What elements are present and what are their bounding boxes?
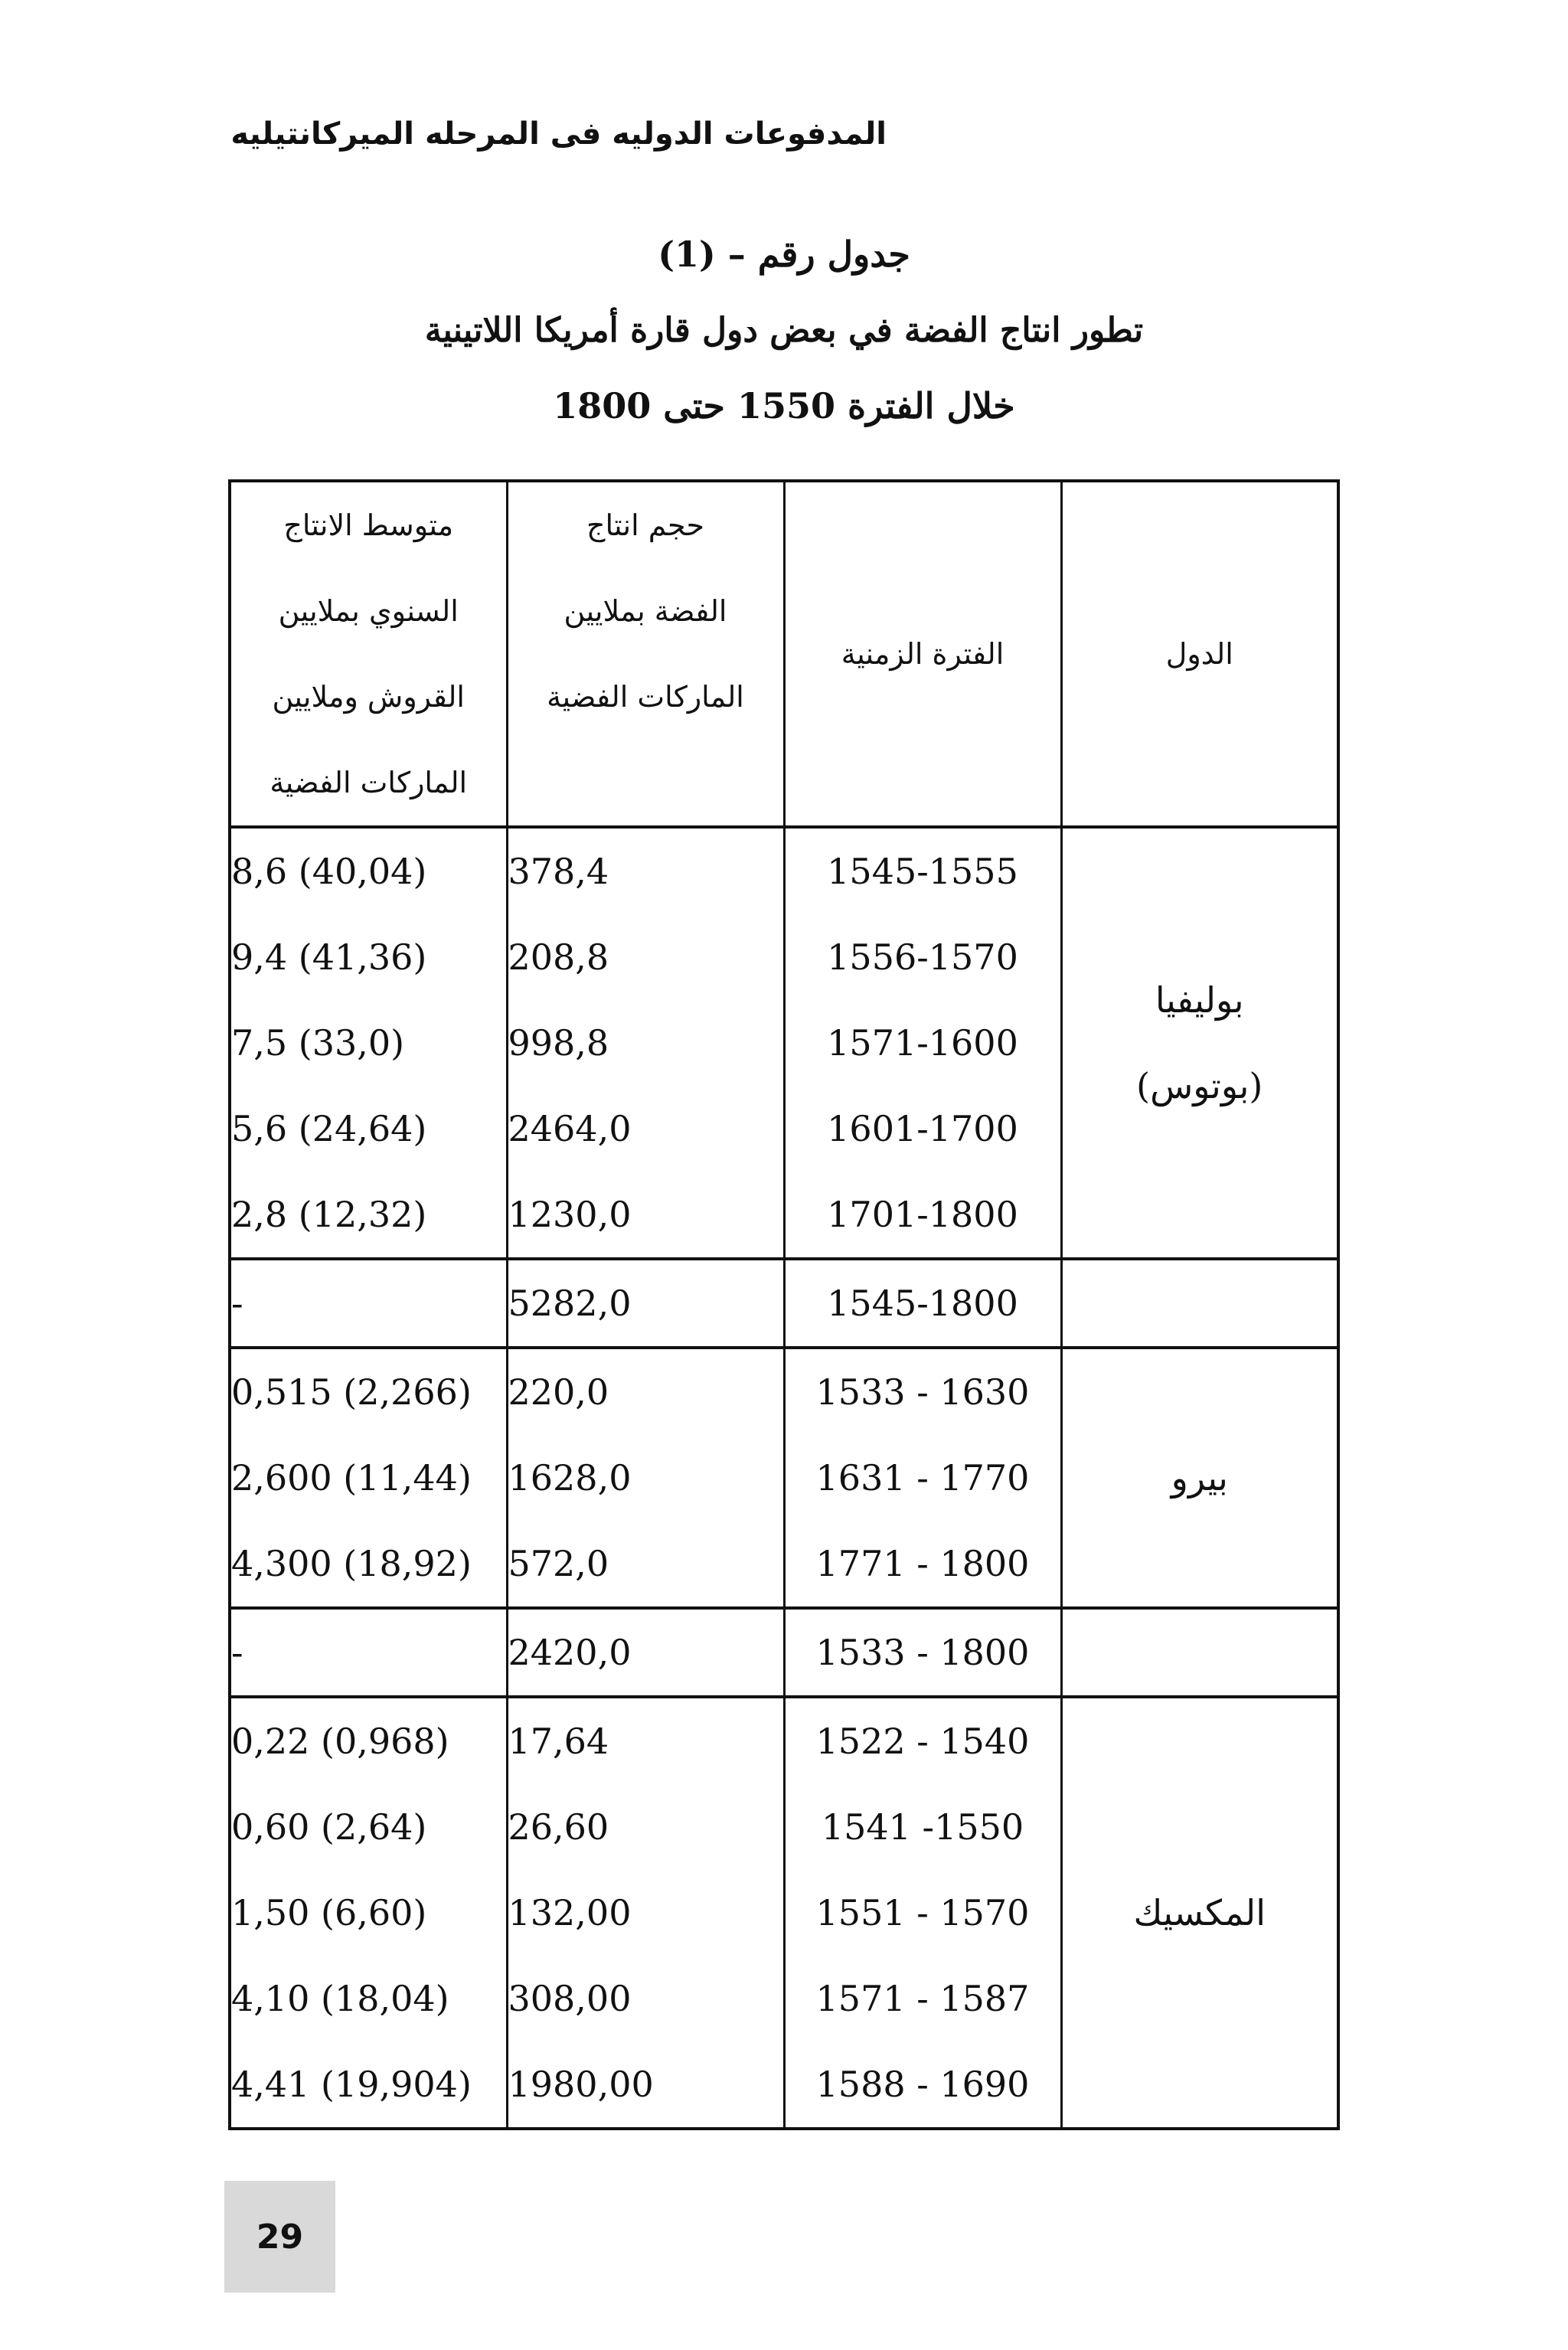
country-cell-mexico: المكسيك — [1061, 1697, 1338, 2129]
volume-cell: 132,00 — [507, 1870, 784, 1956]
average-cell: 2,8 (12,32) — [230, 1172, 507, 1259]
header-average: متوسط الانتاج السنوي بملايين القروش وملايين الماركات الفضية — [230, 481, 507, 827]
period-cell: 1551 - 1570 — [784, 1870, 1061, 1956]
header-country: الدول — [1061, 481, 1338, 827]
average-cell: 4,10 (18,04) — [230, 1956, 507, 2041]
average-cell: 0,515 (2,266) — [230, 1348, 507, 1435]
period-cell: 1601-1700 — [784, 1086, 1061, 1172]
table-row — [230, 827, 1338, 914]
volume-cell: 1980,00 — [507, 2041, 784, 2129]
period-cell: 1771 - 1800 — [784, 1521, 1061, 1608]
table-caption-number: جدول رقم – (1) — [658, 234, 910, 275]
table-caption-period: خلال الفترة 1550 حتى 1800 — [553, 385, 1015, 427]
table-header-row — [230, 481, 1338, 827]
average-cell: 4,41 (19,904) — [230, 2041, 507, 2129]
volume-cell: 1230,0 — [507, 1172, 784, 1259]
period-cell: 1631 - 1770 — [784, 1435, 1061, 1521]
period-cell: 1545-1555 — [784, 827, 1061, 914]
period-cell: 1541 -1550 — [784, 1784, 1061, 1870]
period-cell: 1556-1570 — [784, 914, 1061, 1000]
volume-cell: 308,00 — [507, 1956, 784, 2041]
period-cell: 1533 - 1800 — [784, 1608, 1061, 1697]
volume-cell: 220,0 — [507, 1348, 784, 1435]
running-header: المدفوعات الدوليه فى المرحله الميركانتيليه — [230, 116, 887, 152]
page-number: 29 — [256, 2217, 304, 2257]
period-cell: 1522 - 1540 — [784, 1697, 1061, 1784]
volume-cell: 17,64 — [507, 1697, 784, 1784]
average-cell: - — [230, 1608, 507, 1697]
table-row — [230, 1348, 1338, 1435]
average-cell: 2,600 (11,44) — [230, 1435, 507, 1521]
period-cell: 1701-1800 — [784, 1172, 1061, 1259]
average-cell: 9,4 (41,36) — [230, 914, 507, 1000]
average-cell: 5,6 (24,64) — [230, 1086, 507, 1172]
volume-cell: 2420,0 — [507, 1608, 784, 1697]
country-cell-empty — [1061, 1259, 1338, 1348]
volume-cell: 1628,0 — [507, 1435, 784, 1521]
period-cell: 1588 - 1690 — [784, 2041, 1061, 2129]
average-cell: 7,5 (33,0) — [230, 1000, 507, 1086]
volume-cell: 5282,0 — [507, 1259, 784, 1348]
table-caption-title: تطور انتاج الفضة في بعض دول قارة أمريكا اللاتينية — [424, 311, 1144, 350]
period-cell: 1571-1600 — [784, 1000, 1061, 1086]
average-cell: 4,300 (18,92) — [230, 1521, 507, 1608]
country-cell-empty — [1061, 1608, 1338, 1697]
volume-cell: 26,60 — [507, 1784, 784, 1870]
period-cell: 1571 - 1587 — [784, 1956, 1061, 2041]
silver-production-table — [228, 479, 1340, 2130]
average-cell: 0,60 (2,64) — [230, 1784, 507, 1870]
period-cell: 1533 - 1630 — [784, 1348, 1061, 1435]
header-period: الفترة الزمنية — [784, 481, 1061, 827]
table-row — [230, 1697, 1338, 1784]
average-cell: 0,22 (0,968) — [230, 1697, 507, 1784]
average-cell: - — [230, 1259, 507, 1348]
volume-cell: 208,8 — [507, 914, 784, 1000]
volume-cell: 2464,0 — [507, 1086, 784, 1172]
volume-cell: 998,8 — [507, 1000, 784, 1086]
page-number-box — [224, 2181, 335, 2293]
average-cell: 8,6 (40,04) — [230, 827, 507, 914]
header-volume: حجم انتاج الفضة بملايين الماركات الفضية — [507, 481, 784, 827]
country-cell-bolivia: بوليفيا (بوتوس) — [1061, 827, 1338, 1259]
table-row-total — [230, 1259, 1338, 1348]
country-cell-peru: بيرو — [1061, 1348, 1338, 1608]
table-row-total — [230, 1608, 1338, 1697]
average-cell: 1,50 (6,60) — [230, 1870, 507, 1956]
period-cell: 1545-1800 — [784, 1259, 1061, 1348]
volume-cell: 572,0 — [507, 1521, 784, 1608]
volume-cell: 378,4 — [507, 827, 784, 914]
